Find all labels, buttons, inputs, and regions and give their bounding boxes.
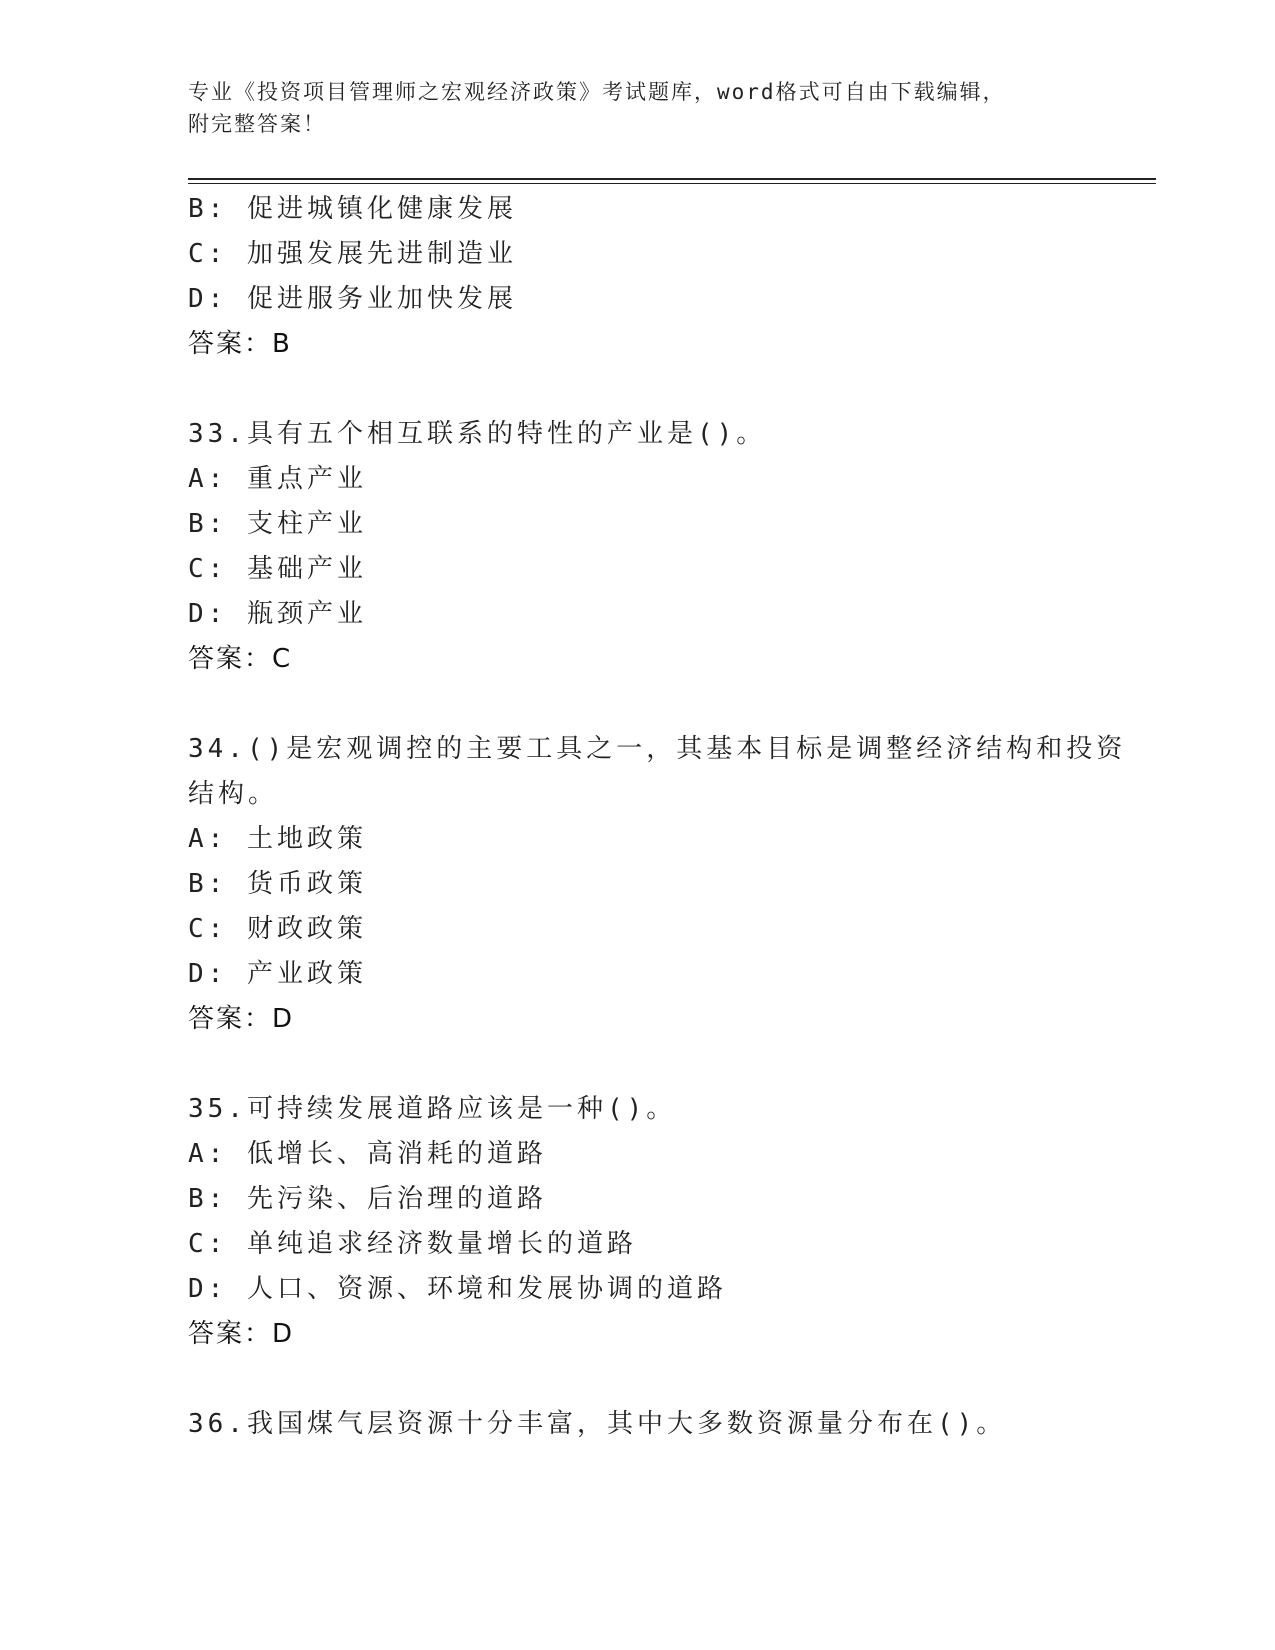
q35-option-a: A: 低增长、高消耗的道路 [188,1139,547,1169]
q32-answer: 答案：B [188,329,292,359]
q35-option-d: D: 人口、资源、环境和发展协调的道路 [188,1274,727,1304]
q35-option-c: C: 单纯追求经济数量增长的道路 [188,1229,637,1259]
q35-answer: 答案：D [188,1319,295,1349]
q32-option-c: C: 加强发展先进制造业 [188,239,517,269]
q32-option-d: D: 促进服务业加快发展 [188,284,517,314]
q35-question: 35.可持续发展道路应该是一种()。 [188,1094,677,1124]
q33-option-a: A: 重点产业 [188,464,367,494]
header-title-line1: 专业《投资项目管理师之宏观经济政策》考试题库，word格式可自由下载编辑， [188,80,1006,104]
q35-option-b: B: 先污染、后治理的道路 [188,1184,547,1214]
q34-option-d: D: 产业政策 [188,959,367,989]
q33-option-d: D: 瓶颈产业 [188,599,367,629]
q33-answer: 答案：C [188,644,293,674]
q36-question: 36.我国煤气层资源十分丰富，其中大多数资源量分布在()。 [188,1409,1007,1439]
q33-option-c: C: 基础产业 [188,554,367,584]
header-divider-secondary [188,183,1156,184]
q34-option-a: A: 土地政策 [188,824,367,854]
q32-option-b: B: 促进城镇化健康发展 [188,194,517,224]
header-divider [188,178,1156,180]
q34-question-line2: 结构。 [188,779,279,809]
q34-option-c: C: 财政政策 [188,914,367,944]
q33-question: 33.具有五个相互联系的特性的产业是()。 [188,419,767,449]
q33-option-b: B: 支柱产业 [188,509,367,539]
q34-answer: 答案：D [188,1004,295,1034]
q34-option-b: B: 货币政策 [188,869,367,899]
header-title-line2: 附完整答案！ [188,112,326,136]
q34-question-line1: 34.()是宏观调控的主要工具之一，其基本目标是调整经济结构和投资 [188,734,1127,764]
